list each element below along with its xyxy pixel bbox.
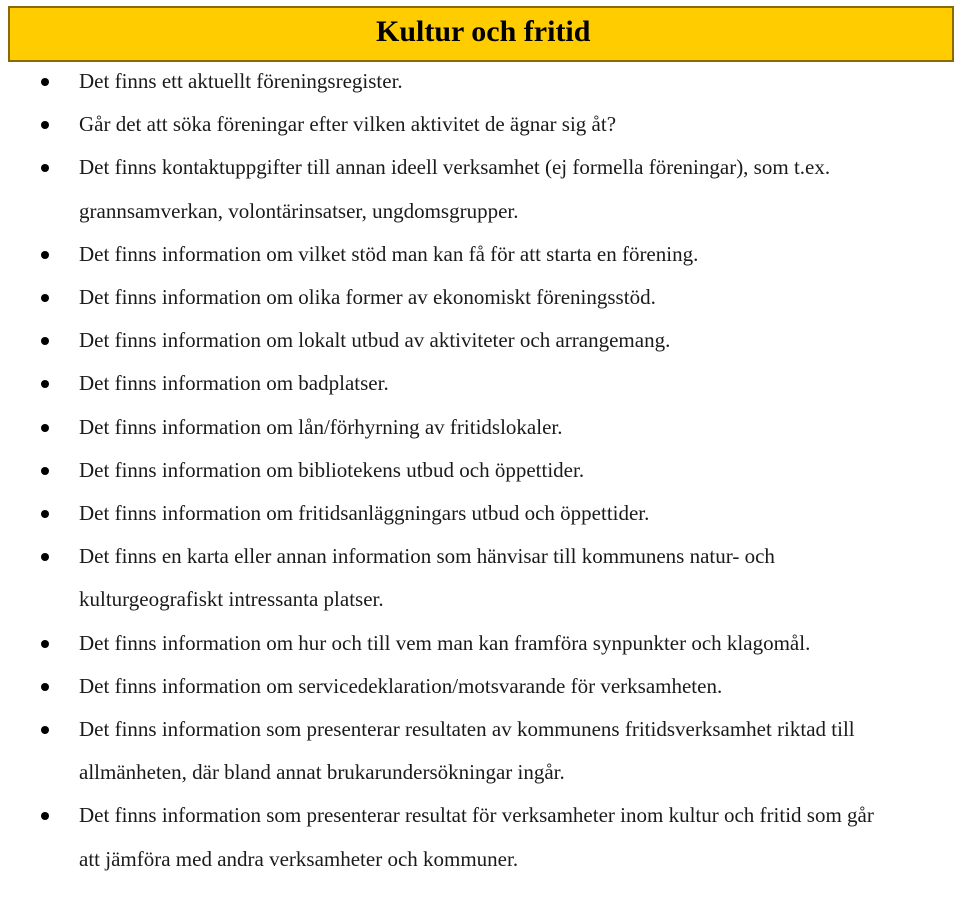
- list-item-text: Det finns information om lån/förhyrning av fritidslokaler.: [79, 414, 563, 439]
- list-item: [0, 492, 960, 535]
- bullet-icon: [41, 337, 49, 345]
- bullet-icon: [41, 510, 49, 518]
- section-header: [8, 6, 954, 62]
- bullet-icon: [41, 251, 49, 259]
- list-item: [0, 622, 960, 665]
- bullet-icon: [41, 553, 49, 561]
- section-title: Kultur och fritid: [376, 15, 591, 48]
- bullet-icon: [41, 683, 49, 691]
- list-item: [0, 362, 960, 405]
- list-item-text: Det finns information om lokalt utbud av aktiviteter och arrangemang.: [79, 328, 671, 353]
- list-item: [0, 103, 960, 146]
- list-item: [0, 276, 960, 319]
- list-item-text: Det finns information som presenterar resultaten av kommunens fritidsverksamhet riktad till allmänheten, där bland annat brukarundersökningar ingår.: [79, 717, 855, 785]
- list-item: [0, 319, 960, 362]
- list-item-text: Det finns ett aktuellt föreningsregister.: [79, 69, 403, 93]
- list-item-text: Det finns information om servicedeklaration/motsvarande för verksamheten.: [79, 673, 723, 698]
- list-item-text: Det finns information om fritidsanläggningars utbud och öppettider.: [79, 501, 650, 526]
- list-item-text: Det finns information som presenterar resultat för verksamheter inom kultur och fritid som går att jämföra med andra verksamheter och kommuner.: [79, 803, 874, 871]
- list-item-text: Det finns information om olika former av ekonomiskt föreningsstöd.: [79, 285, 656, 310]
- list-item-text: Det finns kontaktuppgifter till annan ideell verksamhet (ej formella föreningar), som t.ex. grannsamverkan, volontärinsatser, ungdomsgrupper.: [79, 155, 831, 223]
- bullet-icon: [41, 467, 49, 475]
- list-item: [0, 146, 960, 232]
- list-item: [0, 233, 960, 276]
- list-item: [0, 708, 960, 794]
- list-item-text: Det finns information om hur och till vem man kan framföra synpunkter och klagomål.: [79, 630, 811, 655]
- list-item: [0, 449, 960, 492]
- list-item-text: Det finns information om vilket stöd man kan få för att starta en förening.: [79, 241, 699, 266]
- list-item: [0, 665, 960, 708]
- bullet-icon: [41, 812, 49, 820]
- list-item: [0, 406, 960, 449]
- bullet-icon: [41, 121, 49, 129]
- bullet-icon: [41, 164, 49, 172]
- list-item: [0, 794, 960, 880]
- list-item: [0, 60, 960, 103]
- bullet-icon: [41, 294, 49, 302]
- list-item-text: Går det att söka föreningar efter vilken aktivitet de ägnar sig åt?: [79, 112, 617, 137]
- list-item-text: Det finns information om bibliotekens utbud och öppettider.: [79, 457, 585, 482]
- bullet-icon: [41, 424, 49, 432]
- list-item-text: Det finns information om badplatser.: [79, 371, 389, 396]
- bullet-icon: [41, 78, 49, 86]
- list-item-text: Det finns en karta eller annan information som hänvisar till kommunens natur- och kulturgeografiskt intressanta platser.: [79, 544, 775, 612]
- list-item: [0, 535, 960, 621]
- checklist: [0, 60, 960, 881]
- bullet-icon: [41, 726, 49, 734]
- bullet-icon: [41, 380, 49, 388]
- bullet-icon: [41, 640, 49, 648]
